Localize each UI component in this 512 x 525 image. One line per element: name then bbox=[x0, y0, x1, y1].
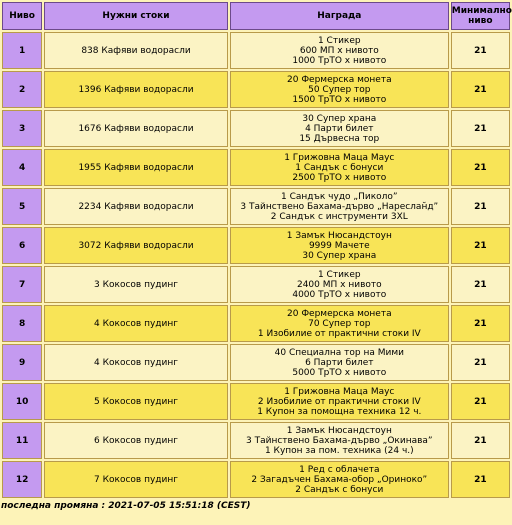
level-cell: 11 bbox=[2, 422, 42, 459]
header-min-level: Минимално ниво bbox=[451, 2, 510, 30]
reward-cell bbox=[230, 266, 449, 303]
reward-line: 1 Замък Нюсандстоун bbox=[286, 425, 392, 436]
reward-line: 1 Сандък с бонуси bbox=[295, 162, 384, 173]
reward-line: 5000 ТрТО х нивото bbox=[292, 367, 387, 378]
reward-line: 2 Сандък с бонуси bbox=[295, 484, 384, 495]
level-cell: 12 bbox=[2, 461, 42, 498]
reward-cell bbox=[230, 305, 449, 342]
reward-line: 1500 ТрТО х нивото bbox=[292, 94, 387, 105]
goods-cell: 1955 Кафяви водорасли bbox=[44, 149, 228, 186]
table-row bbox=[2, 71, 510, 108]
reward-line: 1 Замък Нюсандстоун bbox=[286, 230, 392, 241]
min-level-cell: 21 bbox=[451, 71, 510, 108]
reward-cell bbox=[230, 344, 449, 381]
reward-cell bbox=[230, 227, 449, 264]
reward-line: 1 Сандък чудо „Пиколо” bbox=[281, 191, 398, 202]
goods-cell: 7 Кокосов пудинг bbox=[44, 461, 228, 498]
last-modified: последна промяна : 2021-07-05 15:51:18 (CEST) bbox=[1, 501, 251, 511]
goods-cell: 4 Кокосов пудинг bbox=[44, 305, 228, 342]
reward-line: 4000 ТрТО х нивото bbox=[292, 289, 387, 300]
min-level-cell: 21 bbox=[451, 344, 510, 381]
reward-line: 2500 ТрТО х нивото bbox=[292, 172, 387, 183]
reward-line: 30 Супер храна bbox=[302, 250, 377, 261]
level-cell: 5 bbox=[2, 188, 42, 225]
level-cell: 9 bbox=[2, 344, 42, 381]
reward-line: 1 Купон за помощна техника 12 ч. bbox=[257, 406, 422, 417]
reward-line: 1 Стикер bbox=[317, 35, 361, 46]
reward-cell bbox=[230, 461, 449, 498]
min-level-cell: 21 bbox=[451, 305, 510, 342]
table-row bbox=[2, 383, 510, 420]
reward-line: 1000 ТрТО х нивото bbox=[292, 55, 387, 66]
reward-cell bbox=[230, 71, 449, 108]
reward-line: 20 Фермерска монета bbox=[287, 308, 392, 319]
header-level: Ниво bbox=[2, 2, 42, 30]
min-level-cell: 21 bbox=[451, 149, 510, 186]
table-row bbox=[2, 422, 510, 459]
level-cell: 3 bbox=[2, 110, 42, 147]
min-level-cell: 21 bbox=[451, 188, 510, 225]
table-row bbox=[2, 344, 510, 381]
reward-line: 1 Грижовна Маца Маус bbox=[284, 386, 395, 397]
reward-line: 2 Загадъчен Бахама-обор „Ориноко” bbox=[251, 474, 428, 485]
goods-cell: 1676 Кафяви водорасли bbox=[44, 110, 228, 147]
reward-line: 30 Супер храна bbox=[302, 113, 377, 124]
min-level-cell: 21 bbox=[451, 227, 510, 264]
reward-cell bbox=[230, 110, 449, 147]
goods-cell: 6 Кокосов пудинг bbox=[44, 422, 228, 459]
table-row bbox=[2, 305, 510, 342]
goods-cell: 3072 Кафяви водорасли bbox=[44, 227, 228, 264]
table-row bbox=[2, 461, 510, 498]
table-row bbox=[2, 188, 510, 225]
reward-line: 1 Изобилие от практични стоки IV bbox=[257, 328, 421, 339]
reward-cell bbox=[230, 149, 449, 186]
min-level-cell: 21 bbox=[451, 461, 510, 498]
level-cell: 10 bbox=[2, 383, 42, 420]
reward-cell bbox=[230, 188, 449, 225]
goods-cell: 1396 Кафяви водорасли bbox=[44, 71, 228, 108]
reward-line: 50 Супер тор bbox=[308, 84, 371, 95]
goods-cell: 2234 Кафяви водорасли bbox=[44, 188, 228, 225]
reward-line: 1 Стикер bbox=[317, 269, 361, 280]
reward-line: 6 Парти билет bbox=[305, 357, 374, 368]
min-level-cell: 21 bbox=[451, 110, 510, 147]
reward-line: 3 Тайнствено Бахама-дърво „Нареслан̆д” bbox=[240, 201, 439, 212]
reward-cell bbox=[230, 383, 449, 420]
table-row bbox=[2, 110, 510, 147]
level-cell: 8 bbox=[2, 305, 42, 342]
reward-line: 20 Фермерска монета bbox=[287, 74, 392, 85]
min-level-cell: 21 bbox=[451, 32, 510, 69]
level-cell: 7 bbox=[2, 266, 42, 303]
goods-cell: 838 Кафяви водорасли bbox=[44, 32, 228, 69]
goods-cell: 5 Кокосов пудинг bbox=[44, 383, 228, 420]
header-row bbox=[2, 2, 510, 30]
reward-line: 70 Супер тор bbox=[308, 318, 371, 329]
table-row bbox=[2, 149, 510, 186]
reward-line: 1 Ред с облачета bbox=[299, 464, 380, 475]
reward-line: 15 Дървесна тор bbox=[299, 133, 380, 144]
header-reward: Награда bbox=[230, 2, 449, 30]
header-goods: Нужни стоки bbox=[44, 2, 228, 30]
min-level-cell: 21 bbox=[451, 266, 510, 303]
level-cell: 4 bbox=[2, 149, 42, 186]
reward-cell bbox=[230, 422, 449, 459]
reward-cell bbox=[230, 32, 449, 69]
reward-line: 600 МП х нивото bbox=[299, 45, 379, 56]
reward-line: 2 Изобилие от практични стоки IV bbox=[257, 396, 421, 407]
reward-line: 4 Парти билет bbox=[305, 123, 374, 134]
level-cell: 2 bbox=[2, 71, 42, 108]
level-cell: 1 bbox=[2, 32, 42, 69]
reward-line: 2400 МП х нивото bbox=[296, 279, 382, 290]
table-row bbox=[2, 227, 510, 264]
table-row bbox=[2, 266, 510, 303]
reward-line: 2 Сандък с инструменти 3XL bbox=[270, 211, 408, 222]
goods-cell: 4 Кокосов пудинг bbox=[44, 344, 228, 381]
reward-line: 1 Купон за пом. техника (24 ч.) bbox=[264, 445, 414, 456]
reward-line: 3 Тайнствено Бахама-дърво „Окинава” bbox=[246, 435, 433, 446]
min-level-cell: 21 bbox=[451, 422, 510, 459]
min-level-cell: 21 bbox=[451, 383, 510, 420]
reward-line: 1 Грижовна Маца Маус bbox=[284, 152, 395, 163]
level-cell: 6 bbox=[2, 227, 42, 264]
table-row bbox=[2, 32, 510, 69]
reward-line: 40 Специална тор на Мими bbox=[274, 347, 404, 358]
reward-line: 9999 Мачете bbox=[308, 240, 370, 251]
goods-cell: 3 Кокосов пудинг bbox=[44, 266, 228, 303]
